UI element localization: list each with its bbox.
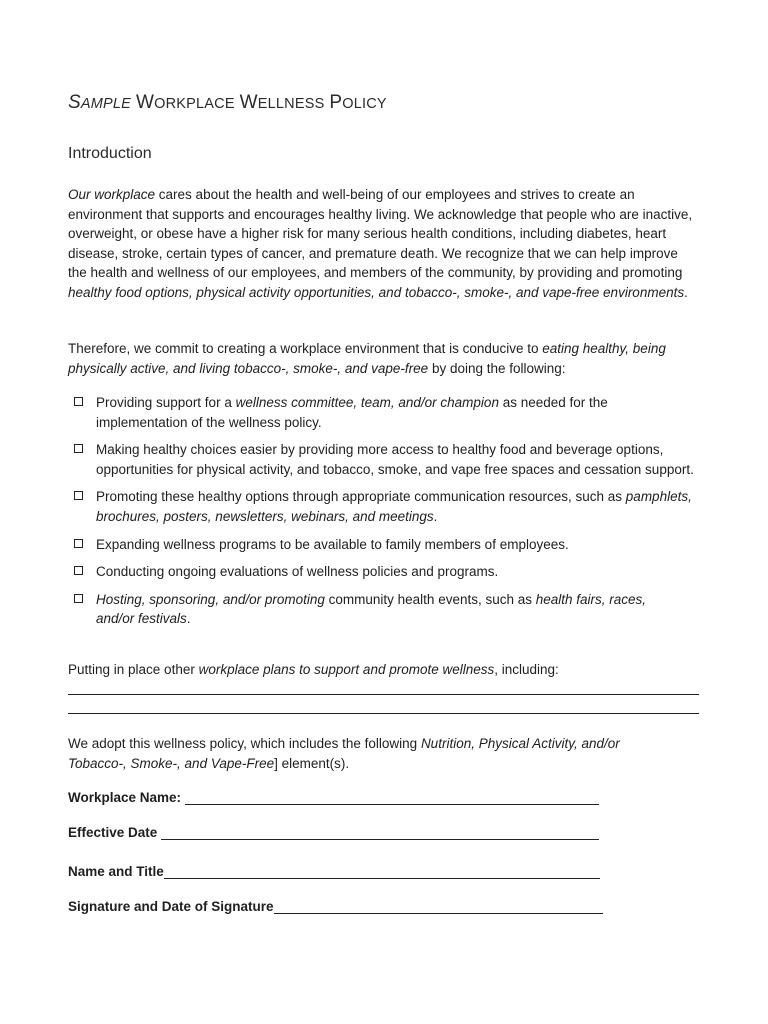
- effective-date-field: Effective Date: [68, 825, 599, 840]
- workplace-name-input[interactable]: [185, 792, 599, 805]
- adopt-paragraph: We adopt this wellness policy, which includes the following Nutrition, Physical Activity, and/or Tobacco-, Smoke-, and Vape-Free] element(s).: [68, 736, 620, 771]
- name-title-field: Name and Title: [68, 864, 600, 879]
- checkbox-icon[interactable]: [74, 397, 83, 406]
- name-title-input[interactable]: [164, 866, 600, 879]
- section-heading-introduction: Introduction: [68, 145, 152, 162]
- other-plans-paragraph: Putting in place other workplace plans to support and promote wellness, including:: [68, 662, 559, 677]
- checkbox-icon[interactable]: [74, 491, 83, 500]
- list-item: Expanding wellness programs to be available to family members of employees.: [74, 535, 700, 555]
- checkbox-icon[interactable]: [74, 444, 83, 453]
- list-item: Hosting, sponsoring, and/or promoting community health events, such as health fairs, races, and/or festivals.: [74, 590, 700, 629]
- fill-in-line[interactable]: [68, 713, 699, 714]
- commitment-list: [74, 393, 700, 629]
- checkbox-icon[interactable]: [74, 539, 83, 548]
- list-item: Conducting ongoing evaluations of wellness policies and programs.: [74, 562, 700, 582]
- effective-date-input[interactable]: [161, 827, 599, 840]
- list-item: Providing support for a wellness committee, team, and/or champion as needed for the implementation of the wellness policy.: [74, 393, 700, 432]
- fill-in-line[interactable]: [68, 694, 699, 695]
- signature-field: Signature and Date of Signature: [68, 899, 603, 914]
- checkbox-icon[interactable]: [74, 594, 83, 603]
- checkbox-icon[interactable]: [74, 566, 83, 575]
- commit-paragraph: Therefore, we commit to creating a workplace environment that is conducive to eating healthy, being physically active, and living tobacco-, smoke-, and vape-free by doing the following:: [68, 341, 666, 376]
- intro-paragraph: Our workplace cares about the health and well-being of our employees and strives to create an environment that supports and encourages healthy living. We acknowledge that people who are inactive, overweight, or obese have a higher risk for many serious health conditions, including diabetes, heart disease, stroke, certain types of cancer, and premature death. We recognize that we can help improve the health and wellness of our employees, and members of the community, by providing and promoting healthy food options, physical activity opportunities, and tobacco-, smoke-, and vape-free environments.: [68, 187, 693, 300]
- document-title: SAMPLE WORKPLACE WELLNESS POLICY: [68, 92, 387, 113]
- list-item: Promoting these healthy options through appropriate communication resources, such as pamphlets, brochures, posters, newsletters, webinars, and meetings.: [74, 487, 700, 526]
- workplace-name-field: Workplace Name:: [68, 790, 599, 805]
- list-item: Making healthy choices easier by providing more access to healthy food and beverage options, opportunities for physical activity, and tobacco, smoke, and vape free spaces and cessation support.: [74, 440, 700, 479]
- signature-input[interactable]: [274, 901, 603, 914]
